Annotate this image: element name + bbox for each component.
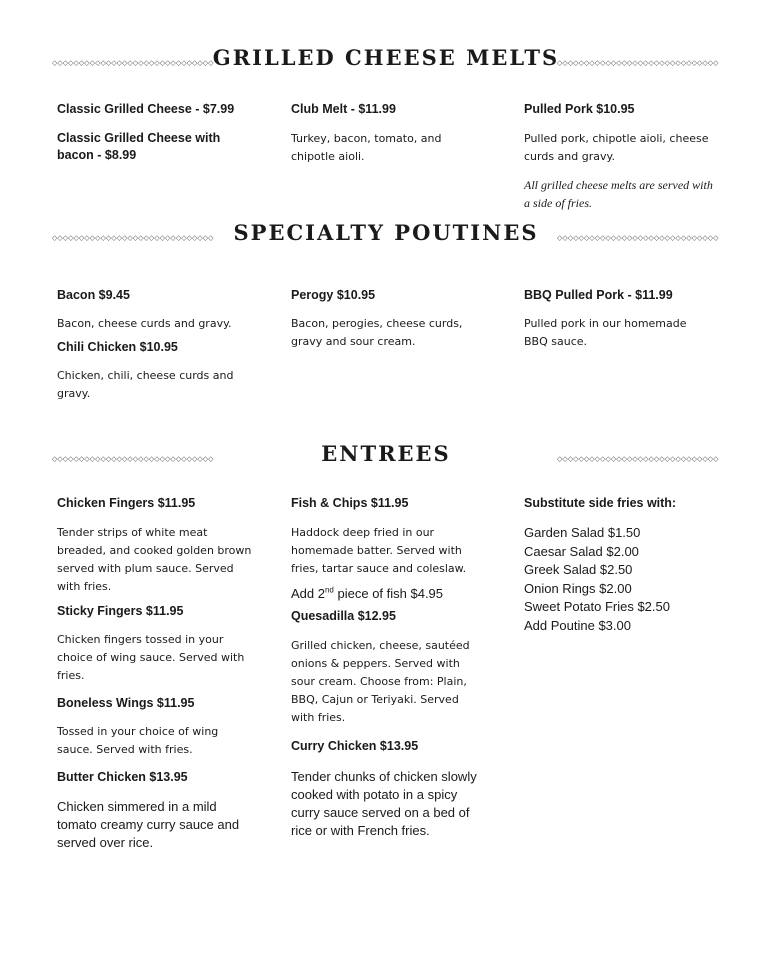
menu-item-description: Chicken simmered in a mild tomato creamy curry sauce and served over rice. — [57, 799, 240, 850]
menu-item-description: Tender strips of white meat breaded, and cooked golden brown served with plum sauce. Served with fries. — [57, 526, 252, 593]
entrees-col-3 — [524, 495, 729, 635]
menu-item-name: Sticky Fingers $11.95 — [57, 604, 184, 618]
menu-item-description: Chicken, chili, cheese curds and gravy. — [57, 369, 234, 400]
grilled-col-3 — [524, 101, 729, 212]
ornament-divider-right: ◇◇◇◇◇◇◇◇◇◇◇◇◇◇◇◇◇◇◇◇◇◇◇◇◇◇◇◇◇◇ — [557, 234, 719, 242]
menu-item-description: Pulled pork in our homemade BBQ sauce. — [524, 317, 687, 348]
list-item: Garden Salad $1.50 — [524, 525, 641, 540]
menu-item-name: Club Melt - $11.99 — [291, 102, 396, 116]
menu-item-description: Chicken fingers tossed in your choice of wing sauce. Served with fries. — [57, 633, 245, 682]
menu-item-name: Classic Grilled Cheese with bacon - $8.99 — [57, 131, 221, 162]
menu-item-description: Grilled chicken, cheese, sautéed onions & peppers. Served with sour cream. Choose from: Plain, BBQ, Cajun or Teriyaki. Served with fries. — [291, 639, 470, 724]
ordinal-suffix: nd — [324, 585, 334, 595]
section-title-poutines: SPECIALTY POUTINES — [233, 220, 539, 245]
menu-item-name: Quesadilla $12.95 — [291, 609, 396, 623]
menu-item-description: Tossed in your choice of wing sauce. Served with fries. — [57, 725, 219, 756]
fish-add-on-text: Add 2 — [291, 586, 325, 601]
menu-item-name: Bacon $9.45 — [57, 288, 130, 302]
list-item: Onion Rings $2.00 — [524, 580, 632, 596]
menu-item-description: Bacon, perogies, cheese curds, gravy and sour cream. — [291, 317, 463, 348]
menu-item-name: Perogy $10.95 — [291, 288, 376, 302]
ornament-divider-right: ◇◇◇◇◇◇◇◇◇◇◇◇◇◇◇◇◇◇◇◇◇◇◇◇◇◇◇◇◇◇ — [557, 455, 719, 463]
fish-add-on — [291, 585, 496, 603]
menu-item-name: Fish & Chips $11.95 — [291, 496, 409, 510]
menu-item-name: Curry Chicken $13.95 — [291, 739, 419, 753]
list-item: Add Poutine $3.00 — [524, 617, 631, 633]
menu-item-name: Classic Grilled Cheese - $7.99 — [57, 102, 235, 116]
substitute-sides-heading: Substitute side fries with: — [524, 496, 677, 510]
menu-item-name: Butter Chicken $13.95 — [57, 770, 188, 784]
list-item: Sweet Potato Fries $2.50 — [524, 599, 670, 614]
list-item: Greek Salad $2.50 — [524, 562, 633, 577]
poutines-col-1 — [57, 287, 262, 403]
menu-item-description: Haddock deep fried in our homemade batter. Served with fries, tartar sauce and coleslaw. — [291, 526, 467, 575]
substitute-sides-list — [524, 524, 729, 635]
grilled-col-2 — [291, 101, 496, 166]
poutines-col-3 — [524, 287, 729, 351]
grilled-col-1 — [57, 101, 262, 164]
entrees-col-2 — [291, 495, 496, 840]
poutines-col-2 — [291, 287, 496, 351]
menu-item-name: Pulled Pork $10.95 — [524, 102, 635, 116]
ornament-divider-left: ◇◇◇◇◇◇◇◇◇◇◇◇◇◇◇◇◇◇◇◇◇◇◇◇◇◇◇◇◇◇ — [52, 59, 214, 67]
fish-add-on-price: piece of fish $4.95 — [333, 586, 444, 601]
section-title-entrees: ENTREES — [321, 441, 451, 466]
menu-item-description: Pulled pork, chipotle aioli, cheese curds and gravy. — [524, 132, 709, 163]
ornament-divider-left: ◇◇◇◇◇◇◇◇◇◇◇◇◇◇◇◇◇◇◇◇◇◇◇◇◇◇◇◇◇◇ — [52, 234, 214, 242]
menu-item-description: Turkey, bacon, tomato, and chipotle aioli. — [291, 132, 442, 163]
menu-item-name: Chili Chicken $10.95 — [57, 340, 178, 354]
ornament-divider-right: ◇◇◇◇◇◇◇◇◇◇◇◇◇◇◇◇◇◇◇◇◇◇◇◇◇◇◇◇◇◇ — [557, 59, 719, 67]
entrees-col-1 — [57, 495, 262, 852]
menu-item-description: Bacon, cheese curds and gravy. — [57, 317, 232, 330]
served-with-fries-note: All grilled cheese melts are served with a side of fries. — [524, 178, 713, 210]
section-title-grilled-cheese: GRILLED CHEESE MELTS — [212, 45, 560, 70]
menu-item-name: BBQ Pulled Pork - $11.99 — [524, 288, 673, 302]
list-item: Caesar Salad $2.00 — [524, 543, 639, 559]
menu-item-name: Boneless Wings $11.95 — [57, 696, 195, 710]
menu-item-description: Tender chunks of chicken slowly cooked with potato in a spicy curry sauce served on a bed of rice or with French fries. — [291, 769, 477, 838]
ornament-divider-left: ◇◇◇◇◇◇◇◇◇◇◇◇◇◇◇◇◇◇◇◇◇◇◇◇◇◇◇◇◇◇ — [52, 455, 214, 463]
menu-item-name: Chicken Fingers $11.95 — [57, 496, 196, 510]
